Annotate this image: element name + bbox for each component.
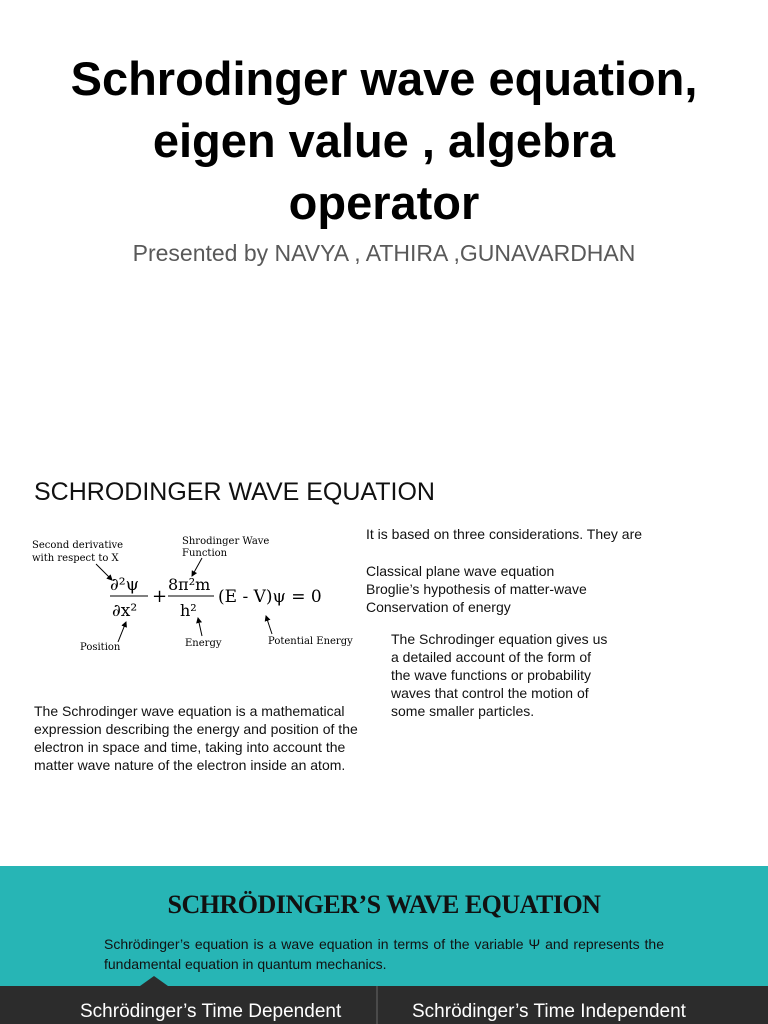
title-slide [0,0,768,420]
arrow-potential [266,616,272,634]
gives-line: some smaller particles. [391,703,535,719]
title-line-3: operator [288,176,480,229]
label-second-derivative-2: with respect to X [32,553,119,564]
considerations-intro: It is based on three considerations. They are [366,526,643,542]
banner-text: Schrödinger’s equation is a wave equation in terms of the variable Ψ and represents the fundamental equation in quantum mechanics. [104,936,664,972]
section-heading: SCHRODINGER WAVE EQUATION [34,478,435,506]
slide-title [20,48,748,234]
arrow-wave-function [192,558,202,576]
label-position: Position [80,642,121,653]
arrow-position [118,622,126,642]
tab-divider [376,986,378,1024]
title-line-1: Schrodinger wave equation, [70,52,698,105]
banner-slide [0,866,768,1024]
equation-description [34,702,384,774]
label-wave-function-2: Function [182,548,228,559]
eq-denominator-1: ∂x² [112,601,138,621]
label-energy: Energy [185,638,222,649]
gives-line: The Schrodinger equation gives us [391,631,608,647]
title-line-2: eigen value , algebra [152,114,616,167]
consideration-item: Classical plane wave equation [366,563,555,579]
gives-line: waves that control the motion of [391,685,589,701]
tab-time-dependent[interactable]: Schrödinger’s Time Dependent [80,1001,342,1022]
description-line: electron in space and time, taking into account the [34,739,346,755]
eq-plus: + [152,586,168,607]
considerations-list [366,562,587,616]
consideration-item: Broglie’s hypothesis of matter-wave [366,581,587,597]
eq-rest: (E - V)ψ = 0 [218,587,322,607]
description-line: expression describing the energy and position of the [34,721,358,737]
equation-diagram [30,524,360,654]
label-second-derivative-1: Second derivative [32,540,124,551]
label-potential-energy: Potential Energy [268,636,353,647]
equation-tabs [0,986,768,1024]
eq-numerator-1: ∂²ψ [110,575,139,595]
label-wave-function-1: Shrodinger Wave [182,536,270,547]
tab-time-independent[interactable]: Schrödinger’s Time Independent [412,1001,686,1022]
banner-title: SCHRÖDINGER’S WAVE EQUATION [167,890,601,919]
equation-slide [0,440,768,820]
equation-diagram-svg [30,524,360,654]
active-tab-pointer [140,976,168,986]
eq-numerator-2: 8π²m [168,575,211,594]
presenters-subtitle: Presented by NAVYA , ATHIRA ,GUNAVARDHAN [132,240,636,266]
gives-line: the wave functions or probability [391,667,591,683]
consideration-item: Conservation of energy [366,599,511,615]
arrow-energy [198,618,202,636]
gives-line: a detailed account of the form of [391,649,592,665]
description-line: The Schrodinger wave equation is a mathematical [34,703,345,719]
eq-denominator-2: h² [180,601,197,620]
equation-gives-text [391,630,626,720]
description-line: matter wave nature of the electron inside an atom. [34,757,346,773]
